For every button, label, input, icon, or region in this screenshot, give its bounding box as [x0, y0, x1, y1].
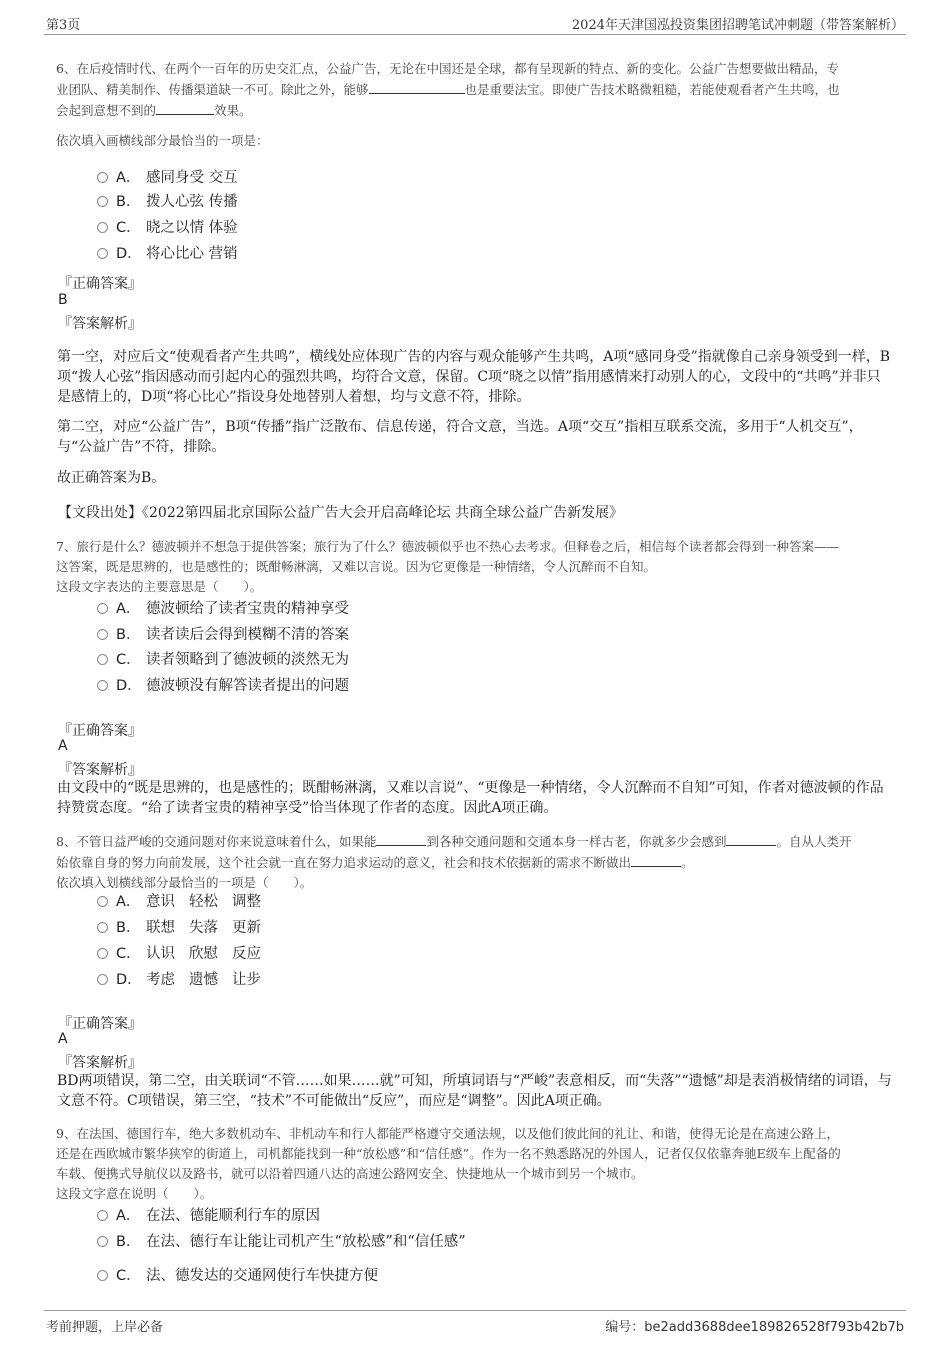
option-text: 感同身受 交互: [146, 170, 238, 186]
option-letter: A．: [116, 601, 141, 617]
q7-option-b[interactable]: [97, 624, 349, 646]
blank-line: [376, 831, 426, 846]
q9-option-a[interactable]: [97, 1205, 320, 1227]
radio-icon[interactable]: [97, 680, 108, 691]
option-letter: B．: [116, 1234, 141, 1250]
q7-analysis-label: 『答案解析』: [58, 762, 142, 778]
q6-option-b[interactable]: [97, 191, 238, 213]
q6-option-a[interactable]: [97, 167, 238, 189]
radio-icon[interactable]: [97, 948, 108, 959]
q7-option-c[interactable]: [97, 649, 349, 671]
option-text: [146, 894, 275, 910]
radio-icon[interactable]: [97, 1236, 108, 1247]
document-title: 2024年天津国泓投资集团招聘笔试冲刺题（带答案解析）: [571, 18, 904, 33]
radio-icon[interactable]: [97, 629, 108, 640]
q8-option-c[interactable]: [97, 943, 275, 965]
q6-line3a: 会起到意想不到的: [56, 103, 157, 118]
word: 意识: [146, 894, 175, 910]
question-6-stem: [56, 59, 894, 121]
word: 反应: [232, 946, 261, 962]
page-number: 第3页: [46, 18, 81, 33]
option-text: 将心比心 营销: [146, 246, 238, 262]
q8-analysis-label: 『答案解析』: [58, 1055, 142, 1071]
question-8-stem: [56, 831, 894, 893]
word: 联想: [146, 920, 175, 936]
option-letter: B．: [116, 920, 141, 936]
q8-line1b: 到各种交通问题和交通本身一样古老，你就多少会感到: [426, 834, 727, 849]
word: 遗憾: [189, 972, 218, 988]
q7-prompt: 这段文字表达的主要意思是（ ）。: [56, 579, 263, 594]
radio-icon[interactable]: [97, 1270, 108, 1281]
q8-analysis: BD两项错误，第二空，由关联词“不管……如果……就”可知，所填词语与“严峻”表意相反，而“失落”“遗憾”却是表消极情绪的词语，与文意不符。C项错误，第三空，“技术”不可能做出“反应”，而应是“调整”。因此A项正确。: [57, 1073, 892, 1109]
q8-answer-label: 『正确答案』: [58, 1016, 142, 1032]
q6-line3: [56, 100, 894, 121]
word: 失落: [189, 920, 218, 936]
word: 考虑: [146, 972, 175, 988]
option-text: 在法、德行车让能让司机产生“放松感”和“信任感”: [146, 1234, 466, 1250]
option-letter: A．: [116, 1208, 141, 1224]
q7-answer: A: [58, 738, 68, 754]
q8-line1a: 8、不管日益严峻的交通问题对你来说意味着什么，如果能: [56, 834, 377, 849]
option-letter: C．: [116, 946, 141, 962]
q9-line2: 还是在西欧城市繁华狭窄的街道上，司机都能找到一种“放松感”和“信任感”。作为一名不熟悉路况的外国人，记者仅仅依靠奔驰E级车上配备的: [56, 1146, 841, 1161]
option-letter: C．: [116, 652, 141, 668]
word: 认识: [146, 946, 175, 962]
q9-line3: 车载、便携式导航仪以及路书，就可以沿着四通八达的高速公路网安全、快捷地从一个城市到另一个城市。: [56, 1166, 644, 1181]
option-letter: B．: [116, 627, 141, 643]
radio-icon[interactable]: [97, 974, 108, 985]
radio-icon[interactable]: [97, 196, 108, 207]
option-text: [146, 972, 275, 988]
q8-line1: [56, 831, 894, 852]
word: 调整: [232, 894, 261, 910]
code-value: be2add3688dee189826528f793b42b7b: [644, 1320, 904, 1335]
q6-line2a: 业团队、精美制作、传播渠道缺一不可。除此之外，能够: [56, 82, 369, 97]
q6-prompt: 依次填入画横线部分最恰当的一项是：: [56, 133, 269, 148]
q9-prompt: 这段文字意在说明（ ）。: [56, 1186, 213, 1201]
q6-option-d[interactable]: [97, 243, 238, 265]
radio-icon[interactable]: [97, 922, 108, 933]
option-letter: C．: [116, 220, 141, 236]
q8-line2a: 始依靠自身的努力向前发展，这个社会就一直在努力追求运动的意义，社会和技术依据新的需求不断做出: [56, 855, 632, 870]
q6-line2: [56, 79, 894, 100]
q6-option-c[interactable]: [97, 217, 238, 239]
option-text: 法、德发达的交通网使行车快捷方便: [146, 1268, 378, 1284]
option-text: 德波顿给了读者宝贵的精神享受: [146, 601, 349, 617]
footer-slogan: 考前押题，上岸必备: [46, 1320, 164, 1335]
radio-icon[interactable]: [97, 896, 108, 907]
q8-answer: A: [58, 1031, 68, 1047]
q7-option-a[interactable]: [97, 598, 349, 620]
q8-option-b[interactable]: [97, 917, 275, 939]
blank-line: [156, 100, 214, 115]
q8-prompt: 依次填入划横线部分最恰当的一项是（ ）。: [56, 875, 313, 890]
option-letter: C．: [116, 1268, 141, 1284]
option-letter: B．: [116, 194, 141, 210]
question-9-stem: [56, 1124, 894, 1204]
radio-icon[interactable]: [97, 654, 108, 665]
q6-analysis-paragraph-2: 第二空，对应“公益广告”，B项“传播”指广泛散布、信息传递，符合文意，当选。A项“交互”指相互联系交流，多用于“人机交互”，与“公益广告”不符，排除。: [57, 419, 863, 455]
option-letter: A．: [116, 894, 141, 910]
q7-answer-label: 『正确答案』: [58, 723, 142, 739]
q6-analysis-conclusion: 故正确答案为B。: [57, 470, 166, 486]
q8-line1c: 。自从人类开: [776, 834, 852, 849]
q6-analysis-paragraph-1: 第一空，对应后文“使观看者产生共鸣”，横线处应体现广告的内容与观众能够产生共鸣，A项“感同身受”指就像自己亲身领受到一样，B项“拨人心弦”指因感动而引起内心的强烈共鸣，均符合文意，保留。C项“晓之以情”指用感情来打动别人的心，文段中的“共鸣”并非只是感情上的，D项“将心比心”指设身处地替别人着想，均与文意不符，排除。: [57, 349, 891, 405]
option-text: 在法、德能顺利行车的原因: [146, 1208, 320, 1224]
q8-line2b: 。: [681, 855, 694, 870]
radio-icon[interactable]: [97, 603, 108, 614]
q6-answer-label: 『正确答案』: [58, 276, 142, 292]
word: 更新: [232, 920, 261, 936]
q9-line1: 9、在法国、德国行车，绝大多数机动车、非机动车和行人都能严格遵守交通法规，以及他们彼此间的礼让、和谐，使得无论是在高速公路上，: [56, 1126, 839, 1141]
blank-line: [369, 79, 465, 94]
radio-icon[interactable]: [97, 172, 108, 183]
q6-line2b: 也是重要法宝。即使广告技术略微粗糙，若能使观看者产生共鸣，也: [464, 82, 840, 97]
blank-line: [631, 852, 681, 867]
option-letter: D．: [116, 678, 142, 694]
page-footer: [44, 1310, 906, 1341]
option-text: 读者领略到了德波顿的淡然无为: [146, 652, 349, 668]
q6-line1: 6、在后疫情时代、在两个一百年的历史交汇点，公益广告，无论在中国还是全球，都有呈现新的特点、新的变化。公益广告想要做出精品，专: [56, 61, 839, 76]
q9-option-c[interactable]: [97, 1265, 378, 1287]
q6-answer: B: [58, 292, 68, 308]
q6-source: 【文段出处】《2022第四届北京国际公益广告大会开启高峰论坛 共商全球公益广告新发展》: [58, 505, 624, 521]
q8-option-d[interactable]: [97, 969, 275, 991]
word: 轻松: [189, 894, 218, 910]
word: 让步: [232, 972, 261, 988]
word: 欣慰: [189, 946, 218, 962]
option-text: 拨人心弦 传播: [146, 194, 238, 210]
code-label: 编号：: [605, 1320, 645, 1335]
option-text: [146, 946, 275, 962]
radio-icon[interactable]: [97, 222, 108, 233]
question-7-stem: [56, 537, 894, 597]
option-text: 晓之以情 体验: [146, 220, 238, 236]
q7-analysis: 由文段中的“既是思辨的，也是感性的；既酣畅淋漓，又难以言说”、“更像是一种情绪，令人沉醉而不自知”可知，作者对德波顿的作品持赞赏态度。“给了读者宝贵的精神享受”恰当体现了作者的态度。因此A项正确。: [57, 780, 884, 816]
option-letter: D．: [116, 972, 142, 988]
q7-option-d[interactable]: [97, 675, 349, 697]
q6-line3b: 效果。: [214, 103, 252, 118]
q8-line2: [56, 852, 894, 873]
option-letter: A．: [116, 170, 141, 186]
blank-line: [726, 831, 776, 846]
q8-option-a[interactable]: [97, 891, 275, 913]
option-text: 德波顿没有解答读者提出的问题: [146, 678, 349, 694]
q9-option-b[interactable]: [97, 1231, 466, 1253]
option-text: 读者读后会得到模糊不清的答案: [146, 627, 349, 643]
q6-analysis-label: 『答案解析』: [58, 316, 142, 332]
q7-line1: 7、旅行是什么？德波顿并不想急于提供答案；旅行为了什么？德波顿似乎也不热心去考求。但释卷之后，相信每个读者都会得到一种答案——: [56, 539, 839, 554]
radio-icon[interactable]: [97, 248, 108, 259]
page-header: [44, 12, 906, 35]
radio-icon[interactable]: [97, 1210, 108, 1221]
q7-line2: 这答案，既是思辨的，也是感性的；既酣畅淋漓，又难以言说。因为它更像是一种情绪，令人沉醉而不自知。: [56, 559, 657, 574]
option-text: [146, 920, 275, 936]
document-code: [605, 1316, 904, 1335]
option-letter: D．: [116, 246, 142, 262]
